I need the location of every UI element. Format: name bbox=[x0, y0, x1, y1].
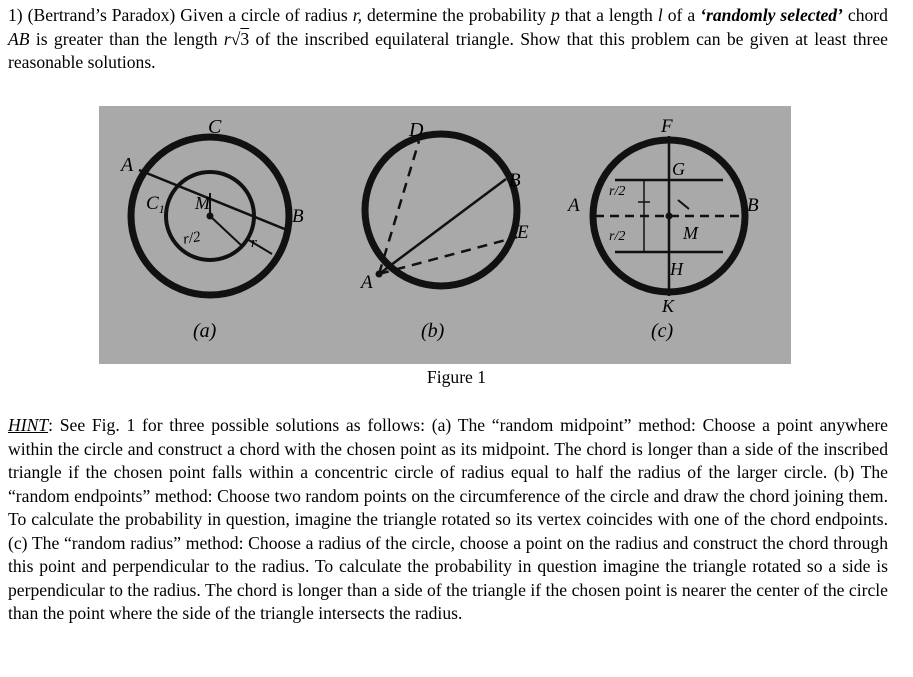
center-dot-c bbox=[666, 213, 672, 219]
problem-text: Given a circle of radius bbox=[180, 5, 348, 25]
problem-text: chord bbox=[847, 5, 888, 25]
chord-a bbox=[139, 170, 287, 230]
problem-text: is greater than the length bbox=[35, 28, 218, 49]
figure-panel bbox=[99, 106, 791, 364]
hint-text: : See Fig. 1 for three possible solutions as follows: (a) The “random midpoint” method: Choose a point anywhere within the circle and construct a chord with the chosen point as its midpoint. The chord is longer than a side of the inscribed triangle if the chosen point falls within a concentric circle of radius equal to half the radius of the larger circle. (b) The “random endpoints” method: Choose two random points on the circumference of the circle and draw the chord joining them. To calculate the probability in question, imagine the triangle rotated so its vertex coincides with one of the chord endpoints. (c) The “random radius” method: Choose a radius of the circle, choose a point on the radius and construct the chord through this point and perpendicular to the radius. To calculate the probability in question imagine the triangle rotated so a side is perpendicular to the radius. The chord is longer than a side of the triangle if the chosen point is nearer the center of the circle than the point where the side of the triangle intersects the radius. bbox=[8, 415, 888, 623]
radius-half-a bbox=[210, 216, 242, 246]
hint-paragraph bbox=[8, 414, 888, 626]
label-r-a: r bbox=[251, 235, 257, 251]
label-D-b: D bbox=[409, 119, 424, 141]
problem-text: of a bbox=[667, 5, 696, 25]
label-M-c: M bbox=[683, 223, 698, 243]
caption-a: (a) bbox=[193, 320, 217, 342]
problem-number: 1) bbox=[8, 5, 23, 25]
randomly-selected-emphasis: ‘randomly selected’ bbox=[700, 5, 843, 25]
var-l: l bbox=[657, 5, 663, 25]
label-A-c: A bbox=[568, 195, 580, 216]
caption-b: (b) bbox=[421, 320, 445, 342]
chord-AE bbox=[379, 237, 517, 274]
label-B-c: B bbox=[747, 195, 759, 216]
label-M-a: M bbox=[195, 193, 210, 213]
circle-b bbox=[365, 134, 517, 286]
problem-statement bbox=[8, 4, 888, 75]
var-r: r, bbox=[352, 5, 362, 25]
point-A-b bbox=[376, 271, 382, 277]
figure-diagrams bbox=[99, 106, 791, 364]
label-C-a: C bbox=[208, 116, 222, 138]
caption-c: (c) bbox=[651, 320, 674, 342]
label-K-c: K bbox=[662, 296, 675, 316]
label-B-b: B bbox=[509, 170, 521, 191]
figure-b bbox=[365, 134, 517, 286]
label-H-c: H bbox=[670, 259, 683, 279]
var-AB: AB bbox=[8, 28, 30, 49]
hint-label: HINT bbox=[8, 415, 49, 435]
label-G-c: G bbox=[672, 159, 685, 179]
arrow-M bbox=[678, 200, 689, 209]
problem-text: determine the probability bbox=[366, 5, 546, 25]
figure-c bbox=[593, 136, 745, 296]
label-F-c: F bbox=[661, 116, 673, 137]
label-B-a: B bbox=[292, 206, 304, 227]
label-r2-a: r/2 bbox=[181, 228, 202, 248]
label-A-a: A bbox=[121, 154, 134, 176]
label-r2-top-c: r/2 bbox=[609, 184, 626, 199]
radicand: 3 bbox=[240, 28, 250, 49]
figure-caption: Figure 1 bbox=[426, 367, 487, 387]
radical-sign: √ bbox=[230, 28, 241, 49]
len-r: r bbox=[223, 28, 231, 49]
length-expression bbox=[224, 29, 249, 49]
label-C1-a: $C_1$ bbox=[146, 193, 165, 216]
problem-text: that a length bbox=[564, 5, 653, 25]
problem-text: of the inscribed equilateral triangle. Show that this problem can be given at least three reasonable solutions. bbox=[8, 28, 888, 72]
label-E-b: E bbox=[517, 222, 529, 243]
var-p: p bbox=[550, 5, 560, 25]
chord-AB bbox=[379, 179, 506, 274]
figure-a bbox=[131, 137, 289, 295]
label-A-b: A bbox=[361, 272, 373, 293]
center-dot-a bbox=[207, 213, 213, 219]
label-r2-bottom-c: r/2 bbox=[609, 229, 626, 244]
problem-title: (Bertrand’s Paradox) bbox=[27, 5, 176, 25]
